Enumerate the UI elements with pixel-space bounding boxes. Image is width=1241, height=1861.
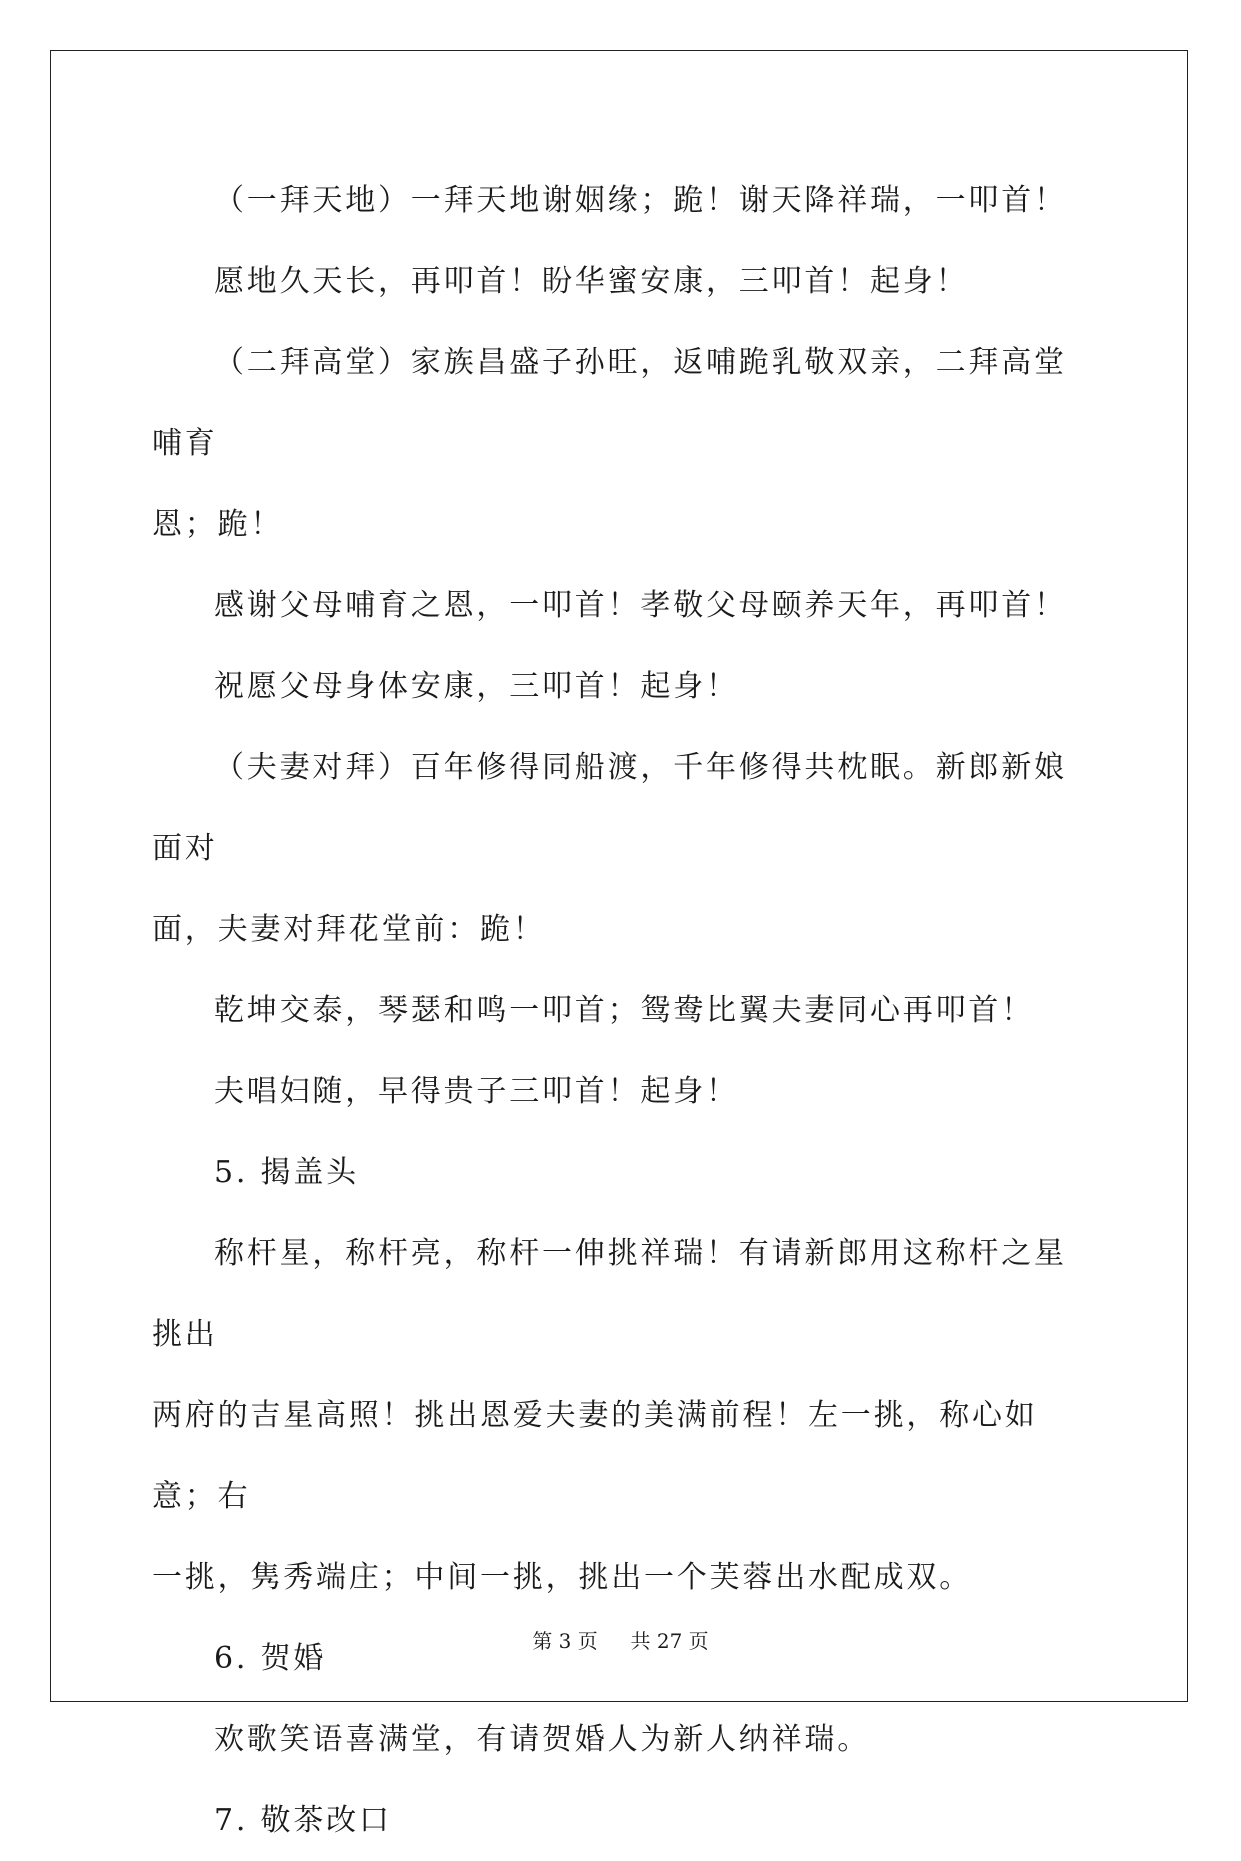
document-body — [152, 160, 1090, 1861]
text-line: 面，夫妻对拜花堂前：跪！ — [152, 912, 546, 947]
text-line: 夫唱妇随，早得贵子三叩首！起身！ — [214, 1074, 739, 1109]
text-line: 5. 揭盖头 — [214, 1155, 359, 1190]
paragraph — [152, 727, 1090, 970]
text-line: 愿地久天长，再叩首！盼华蜜安康，三叩首！起身！ — [214, 264, 969, 299]
paragraph — [152, 160, 1090, 241]
text-line: （一拜天地）一拜天地谢姻缘；跪！谢天降祥瑞，一叩首！ — [214, 183, 1067, 218]
paragraph — [152, 565, 1090, 646]
text-line: 欢歌笑语喜满堂，有请贺婚人为新人纳祥瑞。 — [214, 1722, 870, 1757]
text-line: （夫妻对拜）百年修得同船渡，千年修得共枕眠。新郎新娘面对 — [152, 750, 1067, 866]
paragraph — [152, 646, 1090, 727]
text-line: 一挑，隽秀端庄；中间一挑，挑出一个芙蓉出水配成双。 — [152, 1560, 972, 1595]
text-line: 两府的吉星高照！挑出恩爱夫妻的美满前程！左一挑，称心如意；右 — [152, 1398, 1038, 1514]
paragraph — [152, 241, 1090, 322]
text-line: 乾坤交泰，琴瑟和鸣一叩首；鸳鸯比翼夫妻同心再叩首！ — [214, 993, 1034, 1028]
section-heading — [152, 1780, 1090, 1861]
page-footer — [0, 1629, 1241, 1653]
paragraph — [152, 970, 1090, 1051]
paragraph — [152, 1213, 1090, 1618]
paragraph — [152, 1051, 1090, 1132]
paragraph — [152, 1699, 1090, 1780]
text-line: 7. 敬茶改口 — [214, 1803, 392, 1838]
page-number: 第 3 页 — [532, 1629, 598, 1653]
text-line: 称杆星，称杆亮，称杆一伸挑祥瑞！有请新郎用这称杆之星挑出 — [152, 1236, 1067, 1352]
text-line: 感谢父母哺育之恩，一叩首！孝敬父母颐养天年，再叩首！ — [214, 588, 1067, 623]
page-total: 共 27 页 — [630, 1629, 709, 1653]
paragraph — [152, 322, 1090, 565]
text-line: 恩；跪！ — [152, 507, 284, 542]
section-heading — [152, 1132, 1090, 1213]
text-line: （二拜高堂）家族昌盛子孙旺，返哺跪乳敬双亲，二拜高堂哺育 — [152, 345, 1067, 461]
text-line: 6. 贺婚 — [214, 1641, 327, 1676]
text-line: 祝愿父母身体安康，三叩首！起身！ — [214, 669, 739, 704]
